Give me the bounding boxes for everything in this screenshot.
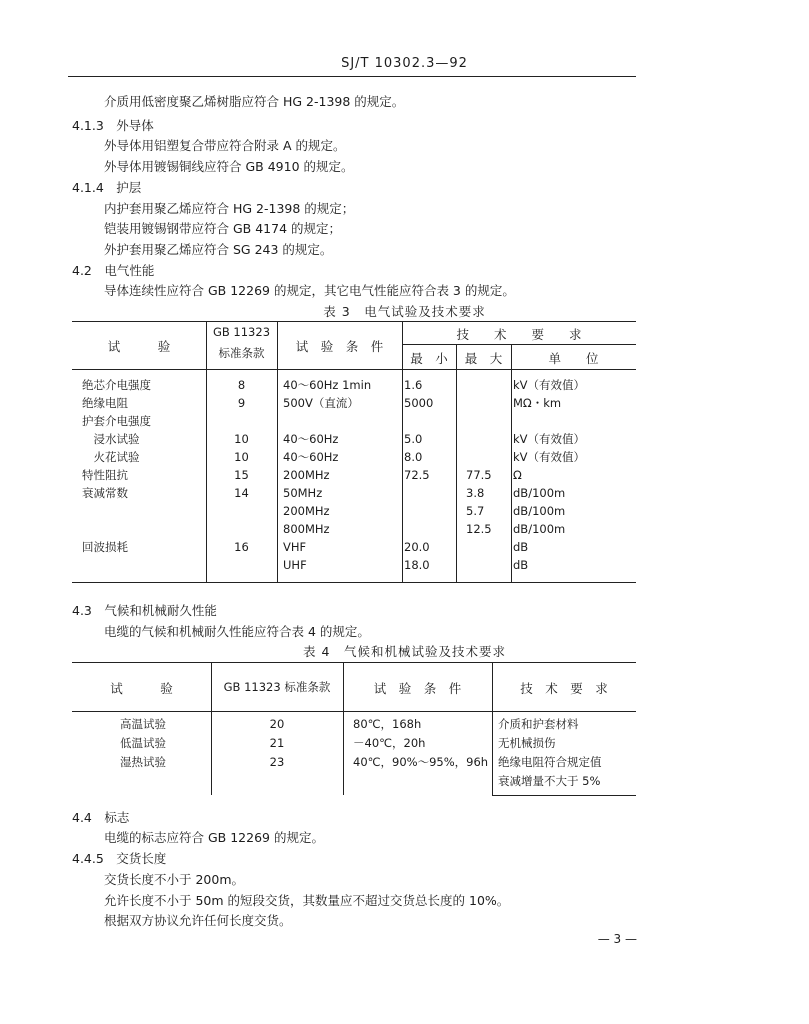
cell-unit: kV（有效值） xyxy=(513,450,586,464)
cell-test: 火花试验 xyxy=(82,450,140,464)
cell-clause: 23 xyxy=(269,754,285,769)
paragraph: 外导体用铝塑复合带应符合附录 A 的规定。 xyxy=(104,138,346,153)
header-rule xyxy=(68,76,636,77)
cell-condition: 80℃，168h xyxy=(353,716,422,731)
cell-test: 特性阻抗 xyxy=(82,468,128,482)
cell-condition: 800MHz xyxy=(283,522,330,536)
paragraph: 外导体用镀锡铜线应符合 GB 4910 的规定。 xyxy=(104,159,354,174)
cell-requirement: 无机械损伤 xyxy=(498,735,556,750)
cell-clause: 21 xyxy=(269,735,285,750)
table-row xyxy=(72,376,636,394)
cell-max xyxy=(456,412,511,430)
cell-unit: Ω xyxy=(513,468,522,482)
cell-max: 12.5 xyxy=(466,522,492,536)
cell-condition: UHF xyxy=(283,558,307,572)
cell-unit: kV（有效值） xyxy=(513,432,586,446)
cell-test: 衰减常数 xyxy=(82,486,128,500)
cell-condition: 40～60Hz xyxy=(283,432,339,446)
paragraph: 导体连续性应符合 GB 12269 的规定，其它电气性能应符合表 3 的规定。 xyxy=(104,283,515,298)
table-row xyxy=(72,430,636,448)
cell-unit xyxy=(511,412,636,430)
paragraph: 内护套用聚乙烯应符合 HG 2-1398 的规定； xyxy=(104,201,355,216)
cell-unit: MΩ・km xyxy=(513,396,562,410)
column-header: 最 小 xyxy=(410,351,448,366)
cell-test xyxy=(72,771,211,790)
column-header: 试 验 xyxy=(110,681,173,696)
cell-test: 回波损耗 xyxy=(82,540,128,554)
cell-min: 5.0 xyxy=(404,432,423,446)
paragraph: 外护套用聚乙烯应符合 SG 243 的规定。 xyxy=(104,242,333,257)
table-row xyxy=(72,520,636,538)
cell-test: 绝芯介电强度 xyxy=(82,378,151,392)
cell-max: 3.8 xyxy=(466,486,485,500)
cell-max xyxy=(456,394,511,412)
cell-test xyxy=(72,520,206,538)
column-header: 试 验 条 件 xyxy=(373,681,462,696)
cell-min: 8.0 xyxy=(404,450,423,464)
table-row xyxy=(72,714,636,733)
cell-clause: 10 xyxy=(234,432,249,446)
cell-test xyxy=(72,556,206,574)
page-number: — 3 — xyxy=(597,932,637,946)
cell-clause xyxy=(206,556,277,574)
column-header: GB 11323 标准条款 xyxy=(223,680,331,694)
column-header: 单 位 xyxy=(548,351,599,366)
cell-min: 1.6 xyxy=(404,378,423,392)
column-header: 试 验 xyxy=(107,339,171,354)
cell-clause xyxy=(206,502,277,520)
table-row xyxy=(72,394,636,412)
column-header: 标准条款 xyxy=(218,346,265,360)
paragraph: 交货长度不小于 200m。 xyxy=(104,872,245,887)
cell-min: 5000 xyxy=(404,396,434,410)
cell-unit: dB/100m xyxy=(513,486,566,500)
cell-unit: dB/100m xyxy=(513,522,566,536)
table-row xyxy=(72,448,636,466)
table-row xyxy=(72,556,636,574)
cell-min xyxy=(402,412,456,430)
column-header: 试 验 条 件 xyxy=(295,339,384,354)
table-row xyxy=(72,412,636,430)
cell-unit: dB xyxy=(513,540,529,554)
cell-condition: 500V（直流） xyxy=(283,396,359,410)
table3-body xyxy=(72,376,636,574)
cell-condition: 200MHz xyxy=(283,504,330,518)
cell-condition xyxy=(343,771,492,790)
cell-test: 绝缘电阻 xyxy=(82,396,128,410)
cell-test: 低温试验 xyxy=(120,735,166,750)
cell-min: 20.0 xyxy=(404,540,430,554)
section-heading: 4.3 气候和机械耐久性能 xyxy=(72,603,217,618)
table-caption: 表 3 电气试验及技术要求 xyxy=(323,304,486,319)
cell-condition: 40～60Hz xyxy=(283,450,339,464)
cell-test: 护套介电强度 xyxy=(82,414,151,428)
table-row xyxy=(72,752,636,771)
cell-unit: dB/100m xyxy=(513,504,566,518)
column-header: 最 大 xyxy=(464,351,503,366)
cell-clause: 14 xyxy=(234,486,249,500)
table-row xyxy=(72,538,636,556)
cell-condition: VHF xyxy=(283,540,307,554)
cell-test: 浸水试验 xyxy=(82,432,140,446)
cell-condition: 40～60Hz 1min xyxy=(283,378,372,392)
cell-test: 湿热试验 xyxy=(120,754,166,769)
cell-condition xyxy=(277,412,402,430)
column-header: 技 术 要 求 xyxy=(520,681,608,696)
cell-unit: dB xyxy=(513,558,529,572)
cell-clause: 15 xyxy=(234,468,249,482)
section-heading: 4.2 电气性能 xyxy=(72,263,155,278)
cell-requirement: 绝缘电阻符合规定值 xyxy=(498,754,602,769)
paragraph: 电缆的气候和机械耐久性能应符合表 4 的规定。 xyxy=(104,624,370,639)
cell-condition: 50MHz xyxy=(283,486,323,500)
table4-body xyxy=(72,714,636,790)
cell-unit: kV（有效值） xyxy=(513,378,586,392)
paragraph: 介质用低密度聚乙烯树脂应符合 HG 2-1398 的规定。 xyxy=(104,94,405,109)
cell-max: 5.7 xyxy=(466,504,485,518)
cell-max: 77.5 xyxy=(466,468,492,482)
cell-condition: 40℃，90%～95%，96h xyxy=(353,754,489,769)
table-row xyxy=(72,466,636,484)
cell-condition: －40℃，20h xyxy=(353,735,426,750)
cell-min: 72.5 xyxy=(404,468,430,482)
paragraph: 根据双方协议允许任何长度交货。 xyxy=(104,913,292,928)
column-header: GB 11323 xyxy=(212,325,271,339)
cell-min xyxy=(402,484,456,502)
paragraph: 电缆的标志应符合 GB 12269 的规定。 xyxy=(104,830,324,845)
section-heading: 4.1.3 外导体 xyxy=(72,118,154,133)
cell-clause xyxy=(211,771,343,790)
cell-max xyxy=(456,376,511,394)
cell-max xyxy=(456,538,511,556)
cell-clause xyxy=(206,520,277,538)
cell-clause: 9 xyxy=(237,396,246,410)
cell-test: 高温试验 xyxy=(120,716,166,731)
cell-clause: 10 xyxy=(234,450,249,464)
table-row xyxy=(72,771,636,790)
cell-test xyxy=(72,502,206,520)
section-heading: 4.4 标志 xyxy=(72,810,130,825)
table-caption: 表 4 气候和机械试验及技术要求 xyxy=(303,644,506,659)
cell-requirement: 介质和护套材料 xyxy=(498,716,579,731)
cell-requirement: 衰减增量不大于 5% xyxy=(498,773,601,788)
table-row xyxy=(72,502,636,520)
cell-clause: 8 xyxy=(237,378,246,392)
table-row xyxy=(72,733,636,752)
standard-number: SJ/T 10302.3—92 xyxy=(341,56,468,71)
section-heading: 4.4.5 交货长度 xyxy=(72,851,167,866)
cell-clause: 16 xyxy=(234,540,249,554)
cell-min xyxy=(402,520,456,538)
cell-condition: 200MHz xyxy=(283,468,330,482)
paragraph: 铠装用镀锡钢带应符合 GB 4174 的规定； xyxy=(104,221,341,236)
table-row xyxy=(72,484,636,502)
column-header: 技 术 要 求 xyxy=(456,327,582,342)
cell-clause xyxy=(206,412,277,430)
cell-max xyxy=(456,556,511,574)
section-heading: 4.1.4 护层 xyxy=(72,180,142,195)
cell-min xyxy=(402,502,456,520)
cell-max xyxy=(456,430,511,448)
cell-max xyxy=(456,448,511,466)
cell-min: 18.0 xyxy=(404,558,430,572)
paragraph: 允许长度不小于 50m 的短段交货，其数量应不超过交货总长度的 10%。 xyxy=(104,893,510,908)
cell-clause: 20 xyxy=(269,716,285,731)
